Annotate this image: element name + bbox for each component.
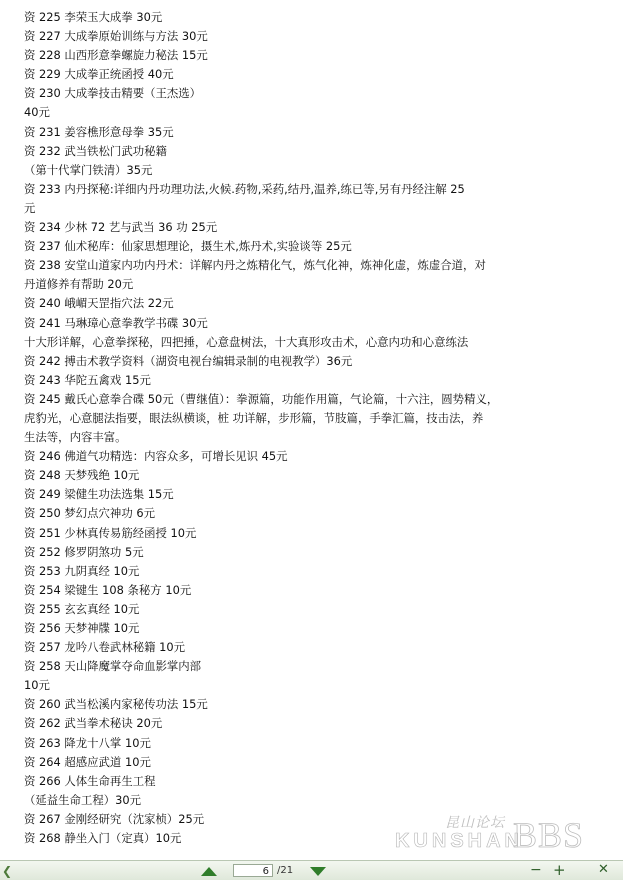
catalog-line: 资 248 天梦残绝 10元 <box>24 468 140 483</box>
catalog-line: （延益生命工程）30元 <box>24 792 142 807</box>
catalog-line: 资 246 佛道气功精选：内容众多，可增长见识 45元 <box>24 449 288 464</box>
catalog-line: 资 240 峨嵋天罡指穴法 22元 <box>24 296 174 311</box>
catalog-line: 资 266 人体生命再生工程 <box>24 773 156 788</box>
catalog-line: 资 250 梦幻点穴神功 6元 <box>24 506 155 521</box>
catalog-line: 资 228 山西形意拳螺旋力秘法 15元 <box>24 48 208 63</box>
watermark-cn: 昆山论坛 <box>445 815 505 831</box>
catalog-line: 资 249 梁健生功法选集 15元 <box>24 487 174 502</box>
catalog-line: 虎豹光，心意腿法指要，眼法纵横谈，桩 功详解，步形篇，节肢篇，手拳汇篇，技击法，养 <box>24 410 484 425</box>
zoom-out-button[interactable]: − <box>530 862 542 878</box>
catalog-line: 资 258 天山降魔掌夺命血影掌内部 <box>24 659 202 674</box>
watermark-bbs: BBS <box>513 815 585 855</box>
catalog-line: 资 256 天梦神牒 10元 <box>24 621 140 635</box>
catalog-line: 资 260 武当松溪内家秘传功法 15元 <box>24 697 208 712</box>
catalog-line: 生法等，内容丰富。 <box>24 430 127 445</box>
catalog-line: 资 257 龙吟八卷武林秘籍 10元 <box>24 640 186 655</box>
catalog-line: 资 254 梁键生 108 条秘方 10元 <box>24 582 192 597</box>
zoom-in-button[interactable]: + <box>553 861 566 879</box>
catalog-line: 资 253 九阴真经 10元 <box>24 563 140 578</box>
catalog-line: 10元 <box>24 678 50 693</box>
catalog-line: 资 231 姜容樵形意母拳 35元 <box>24 124 174 139</box>
catalog-line: 资 252 修罗阴煞功 5元 <box>24 544 144 559</box>
next-page-icon[interactable] <box>310 867 326 876</box>
catalog-line: 资 255 玄玄真经 10元 <box>24 601 140 616</box>
catalog-line: 资 238 安堂山道家内功内丹术：详解内丹之炼精化气，炼气化神，炼神化虚，炼虚合道，对 <box>24 258 486 273</box>
catalog-line: 资 264 超感应武道 10元 <box>24 754 151 769</box>
catalog-line: 资 262 武当拳术秘诀 20元 <box>24 716 163 731</box>
watermark-en: KUNSHAN <box>395 830 523 852</box>
catalog-line: 资 229 大成拳正统函授 40元 <box>24 67 174 82</box>
catalog-line: 资 225 李荣玉大成拳 30元 <box>24 10 163 24</box>
page-number-input[interactable]: 6 <box>233 864 273 877</box>
catalog-line: 资 245 戴氏心意拳合碟 50元（曹继值）：拳源篇，功能作用篇，气论篇，十六注，圆势精义， <box>24 391 499 406</box>
previous-page-icon[interactable] <box>201 867 217 876</box>
catalog-line: 资 251 少林真传易筋经函授 10元 <box>24 525 197 540</box>
catalog-line: 资 267 金刚经研究（沈家桢）25元 <box>24 811 205 826</box>
catalog-line: 资 268 静坐入门（定真）10元 <box>24 831 182 846</box>
catalog-line: （第十代掌门铁清）35元 <box>24 162 153 177</box>
catalog-line: 资 230 大成拳技击精要（王杰选） <box>24 86 202 101</box>
close-button[interactable]: ✕ <box>598 862 609 877</box>
catalog-line: 资 233 内丹探秘:详细内丹功理功法,火候.药物,采药,结丹,温养,练已等,另有丹经注解 25 <box>24 181 465 196</box>
catalog-line: 资 243 华陀五禽戏 15元 <box>24 372 151 387</box>
panel-toggle-icon[interactable]: ❮ <box>1 864 13 878</box>
page-total: /21 <box>277 865 294 876</box>
catalog-line: 资 263 降龙十八掌 10元 <box>24 735 151 750</box>
catalog-line: 资 232 武当铁松门武功秘籍 <box>24 143 167 158</box>
catalog-line: 资 234 少林 72 艺与武当 36 功 25元 <box>24 220 218 235</box>
catalog-line: 40元 <box>24 105 50 120</box>
catalog-line: 资 241 马琳璋心意拳教学书碟 30元 <box>24 315 208 330</box>
catalog-line: 元 <box>24 200 36 215</box>
catalog-line: 十大形详解，心意拳探秘，四把捶，心意盘树法，十大真形攻击术，心意内功和心意练法 <box>24 334 469 349</box>
catalog-line: 资 237 仙术秘库：仙家思想理论，摄生术,炼丹术,实验谈等 25元 <box>24 239 352 254</box>
catalog-list <box>24 8 614 848</box>
catalog-line: 资 242 搏击术教学资料（湖资电视台编辑录制的电视教学）36元 <box>24 353 353 368</box>
viewer-toolbar <box>0 860 623 880</box>
catalog-line: 资 227 大成拳原始训练与方法 30元 <box>24 29 208 44</box>
catalog-line: 丹道修养有帮助 20元 <box>24 277 134 292</box>
